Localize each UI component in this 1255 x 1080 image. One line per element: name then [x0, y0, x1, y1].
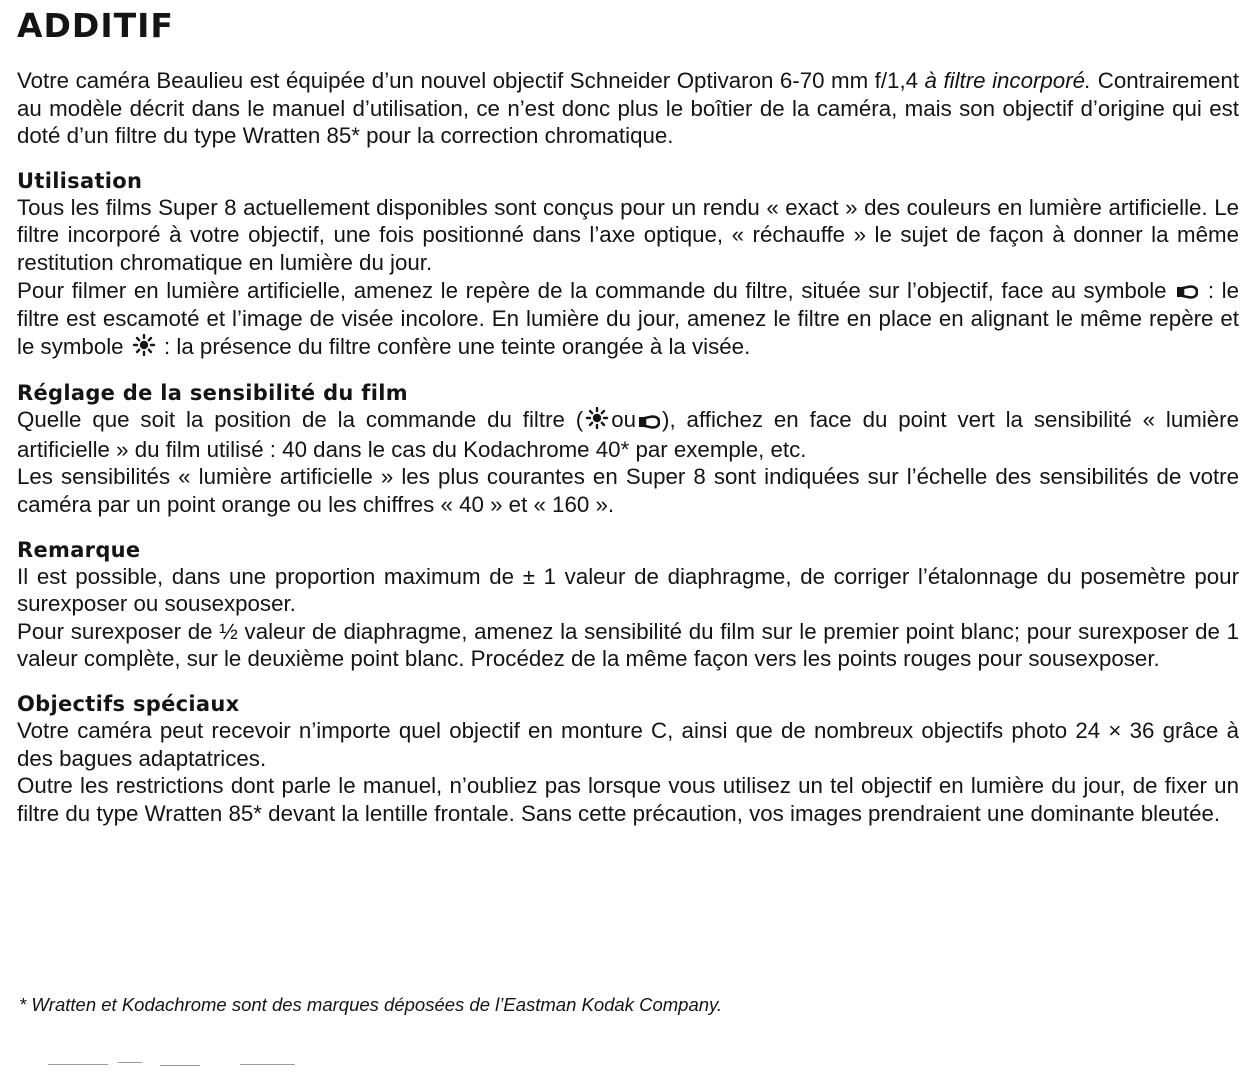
sensibilite-text-ou: ou [611, 407, 637, 433]
lamp-icon [638, 408, 660, 436]
sensibilite-paragraph-2: Les sensibilités « lumière artificielle » les plus courantes en Super 8 sont indiquées sur l’échelle des sensibilités de votre caméra par un point orange ou les chiffres « 40 » et « 160 ». [17, 464, 1239, 518]
section-utilisation [17, 169, 1239, 363]
scan-artifact [48, 1064, 108, 1065]
utilisation-text-2a: Pour filmer en lumière artificielle, amenez le repère de la commande du filtre, située sur l’objectif, face au symbole [17, 277, 1167, 303]
remarque-paragraph-2: Pour surexposer de ½ valeur de diaphragme, amenez la sensibilité du film sur le premier point blanc; pour surexposer de 1 valeur complète, sur le deuxième point blanc. Procédez de la même façon vers les points rouges pour sousexposer. [17, 618, 1239, 672]
objectifs-paragraph-1: Votre caméra peut recevoir n’importe quel objectif en monture C, ainsi que de nombreux objectifs photo 24 × 36 grâce à des bagues adaptatrices. [17, 718, 1239, 771]
section-objectifs [17, 692, 1239, 827]
section-sensibilite [17, 381, 1239, 518]
scan-artifact [118, 1062, 142, 1063]
footnote: * Wratten et Kodachrome sont des marques déposées de l’Eastman Kodak Company. [19, 993, 723, 1015]
remarque-paragraph-1: Il est possible, dans une proportion maximum de ± 1 valeur de diaphragme, de corriger l’étalonnage du posemètre pour surexposer ou sousexposer. [17, 563, 1239, 617]
document-title: ADDITIF [17, 6, 174, 45]
sensibilite-text-1b: ), affichez en face du point vert la sensibilité « lumière artificielle » du film utilisé : 40 dans le cas du Kodachrome 40* par exemple, etc. [17, 407, 1240, 462]
sun-icon [132, 334, 156, 363]
document-page [17, 6, 1239, 827]
intro-paragraph [17, 67, 1239, 150]
utilisation-text-2b: : le filtre est escamoté et l’image de visée incolore. En lumière du jour, amenez le filtre en place en alignant le même repère et le symbole [17, 277, 1239, 360]
utilisation-paragraph-1: Tous les films Super 8 actuellement disponibles sont conçus pour un rendu « exact » des couleurs en lumière artificielle. Le filtre incorporé à votre objectif, une fois positionné dans l’axe optique, « réchauffe » le sujet de façon à donner la même restitution chromatique en lumière du jour. [17, 194, 1239, 275]
sensibilite-text-1a: Quelle que soit la position de la commande du filtre ( [17, 407, 584, 433]
intro-text-2: Contrairement au modèle décrit dans le manuel d’utilisation, ce n’est donc plus le boîtier de la caméra, mais son objectif d’origine qui est doté d’un filtre du type Wratten 85* pour la correction chromatique. [17, 68, 1240, 149]
sensibilite-paragraph-1 [17, 406, 1239, 463]
scan-artifact [240, 1064, 295, 1065]
utilisation-text-2c: : la présence du filtre confère une teinte orangée à la visée. [163, 334, 751, 360]
objectifs-paragraph-2: Outre les restrictions dont parle le manuel, n’oubliez pas lorsque vous utilisez un tel objectif en lumière du jour, de fixer un filtre du type Wratten 85* devant la lentille frontale. Sans cette précaution, vos images prendraient une dominante bleutée. [17, 773, 1239, 826]
intro-text-1: Votre caméra Beaulieu est équipée d’un nouvel objectif Schneider Optivaron 6-70 mm f/1,4 [17, 68, 925, 93]
heading-objectifs: Objectifs spéciaux [17, 692, 240, 717]
heading-sensibilite: Réglage de la sensibilité du film [17, 381, 408, 406]
heading-remarque: Remarque [17, 537, 141, 562]
intro-italic: à filtre incorporé. [924, 68, 1092, 93]
lamp-icon [1176, 278, 1198, 306]
utilisation-paragraph-2 [17, 277, 1239, 363]
section-remarque [17, 538, 1239, 673]
sun-icon [585, 407, 609, 436]
heading-utilisation: Utilisation [17, 168, 143, 193]
scan-artifact [160, 1065, 200, 1066]
